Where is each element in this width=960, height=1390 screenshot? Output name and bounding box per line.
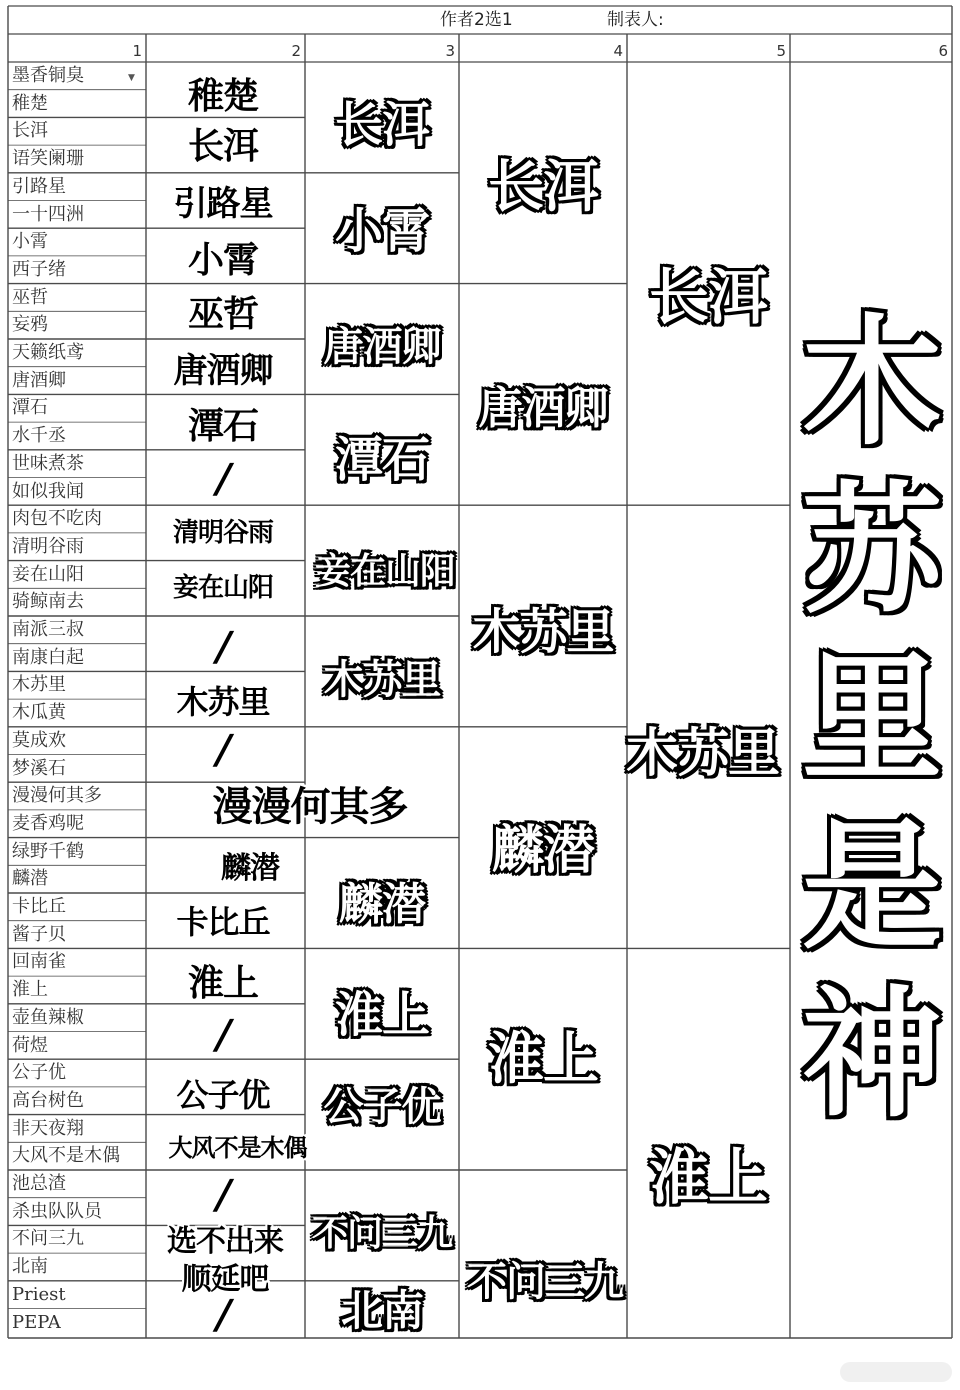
entrant-cell: 莫成欢 xyxy=(12,729,66,751)
bracket-pick: 公子优 xyxy=(323,1083,441,1130)
bracket-pick: 唐酒卿 xyxy=(323,323,441,370)
entrant-cell: 骑鲸南去 xyxy=(12,591,84,613)
entrant-cell: 木瓜黄 xyxy=(12,702,66,724)
bracket-pick: 潭石 xyxy=(334,431,429,488)
entrant-cell: 北南 xyxy=(12,1256,48,1278)
bracket-pick: 麟潜 xyxy=(221,851,279,886)
bracket-pick: 潭石 xyxy=(187,405,258,447)
champion-char: 神 xyxy=(801,974,942,1137)
skip-slash: / xyxy=(211,624,235,670)
entrant-cell: 南康白起 xyxy=(12,646,84,668)
column-number: 6 xyxy=(938,42,948,60)
entrant-cell: 高台树色 xyxy=(12,1089,84,1111)
column-number: 2 xyxy=(291,42,301,60)
bracket-pick: 麟潜 xyxy=(491,820,594,881)
bracket-pick: 小霄 xyxy=(334,202,429,259)
bracket-pick: 淮上 xyxy=(649,1143,767,1213)
entrant-cell: 巫哲 xyxy=(12,286,48,308)
column-number: 1 xyxy=(132,42,142,60)
entrant-cell: 南派三叔 xyxy=(12,619,84,640)
champion-text xyxy=(792,300,952,1140)
entrant-cell: 木苏里 xyxy=(12,674,66,696)
bracket-pick: 唐酒卿 xyxy=(173,350,273,391)
sheet-title: 作者2选1 xyxy=(440,10,513,30)
bracket-pick: 选不出来 xyxy=(167,1224,283,1259)
bracket-pick: 漫漫何其多 xyxy=(212,783,408,830)
bracket-pick: 木苏里 xyxy=(472,603,614,660)
entrant-cell: 天籁纸鸢 xyxy=(12,342,84,363)
entrant-cell: 妾在山阳 xyxy=(12,563,84,585)
bracket-pick: 唐酒卿 xyxy=(478,383,608,434)
entrant-cell: 壶鱼辣椒 xyxy=(12,1006,84,1028)
maker-label: 制表人: xyxy=(607,10,664,30)
entrant-cell: 不问三九 xyxy=(12,1228,84,1250)
entrant-cell: 妄鸦 xyxy=(12,314,48,336)
entrant-cell: 潭石 xyxy=(12,397,48,419)
entrant-cell: 一十四洲 xyxy=(12,203,84,225)
champion-char: 木 xyxy=(801,302,942,465)
bracket-pick: 淮上 xyxy=(488,1027,598,1092)
entrant-cell: 回南雀 xyxy=(12,951,66,973)
entrant-cell: 唐酒卿 xyxy=(12,369,66,391)
entrant-cell: 卡比丘 xyxy=(12,896,66,917)
bracket-pick: 卡比丘 xyxy=(176,903,270,941)
entrant-cell: 池总渣 xyxy=(12,1173,66,1194)
entrant-cell: 肉包不吃肉 xyxy=(12,508,102,530)
bracket-pick: 巫哲 xyxy=(187,293,258,335)
bracket-pick: 长洱 xyxy=(187,125,258,167)
bracket-pick: 稚楚 xyxy=(187,75,258,117)
bracket-pick: 清明谷雨 xyxy=(172,517,273,548)
entrant-cell: 大风不是木偶 xyxy=(12,1145,120,1167)
champion-char: 是 xyxy=(801,806,942,969)
column-number: 4 xyxy=(613,42,623,60)
bracket-pick: 妾在山阳 xyxy=(314,550,455,592)
entrant-cell: 淮上 xyxy=(12,979,48,1001)
bracket-pick: 大风不是木偶 xyxy=(168,1133,307,1162)
bracket-pick: 引路星 xyxy=(173,183,273,224)
entrant-cell: 非天夜翔 xyxy=(12,1117,84,1139)
entrant-cell: 清明谷雨 xyxy=(12,535,84,557)
bracket-pick: 北南 xyxy=(340,1286,423,1335)
bracket-pick: 小霄 xyxy=(187,239,258,281)
bracket-pick: 公子优 xyxy=(176,1076,270,1114)
chevron-down-icon[interactable]: ▼ xyxy=(128,73,135,83)
entrant-cell: 漫漫何其多 xyxy=(12,785,102,807)
skip-slash: / xyxy=(211,1172,235,1218)
skip-slash: / xyxy=(211,1292,235,1338)
bracket-pick: 麟潜 xyxy=(339,879,425,930)
bracket-pick: 不问三九 xyxy=(311,1212,452,1254)
bracket-pick: 长洱 xyxy=(334,96,429,153)
bracket-pick: 淮上 xyxy=(334,986,429,1043)
column-number: 5 xyxy=(776,42,786,60)
entrant-cell: 小霄 xyxy=(12,231,48,253)
bracket-pick: 不问三九 xyxy=(467,1258,623,1305)
entrant-cell: 长洱 xyxy=(12,120,48,142)
entrant-cell: 酱子贝 xyxy=(12,923,66,945)
entrant-cell: 世味煮茶 xyxy=(12,452,84,474)
champion-char: 苏 xyxy=(801,470,942,633)
bracket-pick: 木苏里 xyxy=(176,683,270,721)
skip-slash: / xyxy=(211,456,235,502)
bracket-pick: 妾在山阳 xyxy=(172,572,273,603)
entrant-cell: 稚楚 xyxy=(12,92,48,114)
entrant-cell: 梦溪石 xyxy=(12,757,66,779)
entrant-cell: PEPA xyxy=(12,1311,61,1333)
bracket-pick: 长洱 xyxy=(649,263,767,333)
entrant-cell: 西子绪 xyxy=(12,258,66,280)
bracket-pick: 长洱 xyxy=(488,155,598,220)
entrant-cell: 麟潜 xyxy=(12,868,48,890)
entrant-cell[interactable]: 墨香铜臭 xyxy=(12,65,84,86)
column-number: 3 xyxy=(445,42,455,60)
bracket-pick: 淮上 xyxy=(187,962,258,1004)
media-controls[interactable] xyxy=(840,1362,952,1382)
entrant-cell: 杀虫队队员 xyxy=(12,1200,102,1222)
skip-slash: / xyxy=(211,727,235,773)
entrant-cell: 水千丞 xyxy=(12,425,66,447)
entrant-cell: Priest xyxy=(12,1283,66,1305)
skip-slash: / xyxy=(211,1012,235,1058)
bracket-pick: 木苏里 xyxy=(323,656,441,703)
entrant-cell: 绿野千鹤 xyxy=(12,840,84,862)
entrant-cell: 语笑阑珊 xyxy=(12,148,84,170)
entrant-cell: 荷煜 xyxy=(12,1034,48,1056)
champion-char: 里 xyxy=(801,638,942,801)
bracket-pick: 顺延吧 xyxy=(181,1262,269,1297)
entrant-cell: 麦香鸡呢 xyxy=(12,812,84,834)
bracket-pick: 木苏里 xyxy=(625,723,779,784)
entrant-cell: 如似我闻 xyxy=(12,480,84,502)
entrant-cell: 公子优 xyxy=(12,1062,66,1084)
entrant-cell: 引路星 xyxy=(12,175,66,197)
